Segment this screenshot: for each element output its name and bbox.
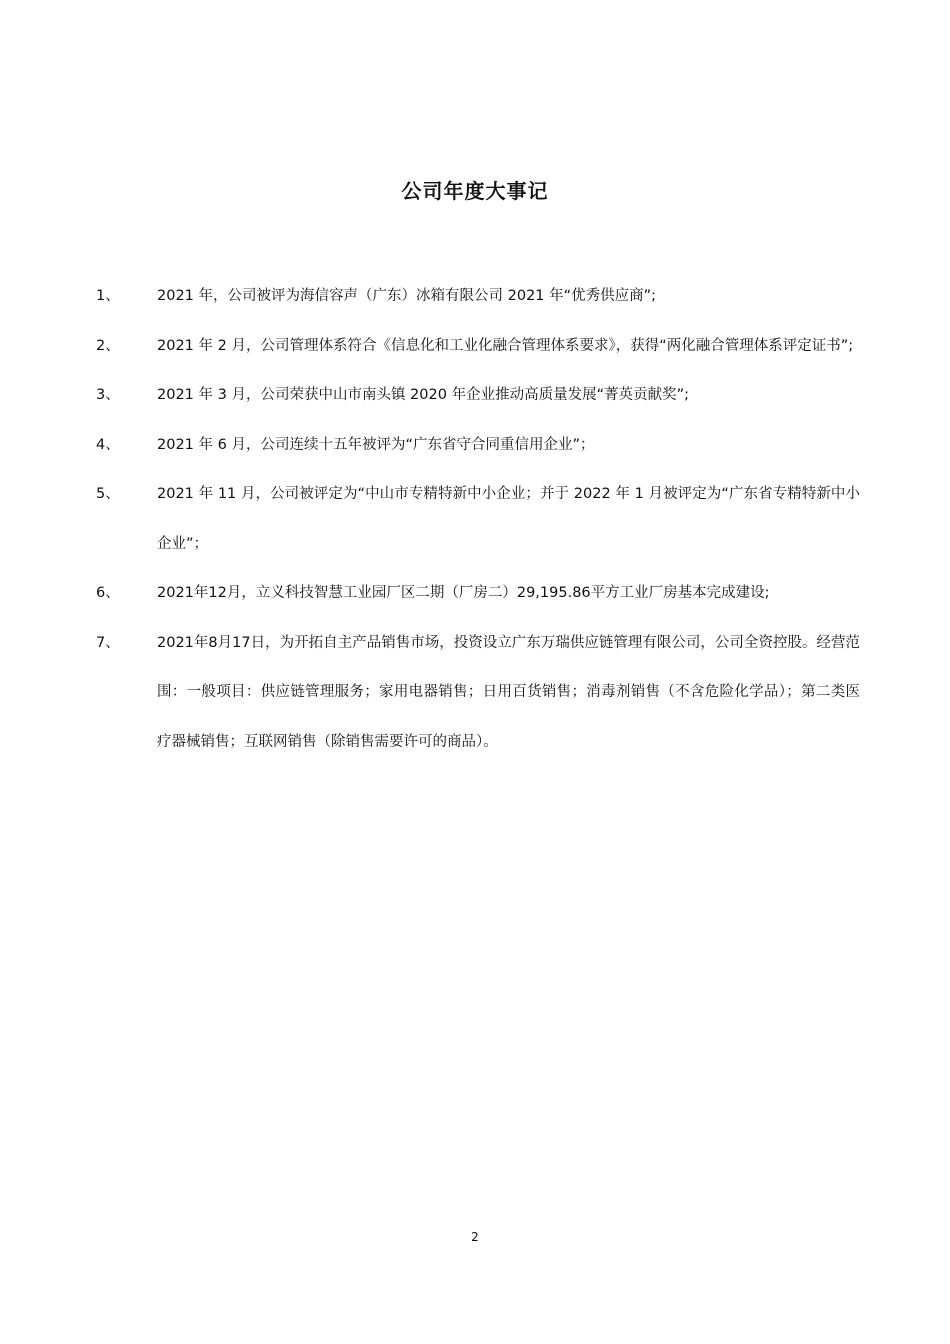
event-number: 5、 xyxy=(96,486,120,502)
event-text: 2021 年，公司被评为海信容声（广东）冰箱有限公司 2021 年“优秀供应商”; xyxy=(157,288,657,304)
event-item xyxy=(96,272,860,322)
event-item xyxy=(96,322,860,372)
page-title: 公司年度大事记 xyxy=(401,179,549,203)
events-list xyxy=(96,272,860,767)
event-text: 2021 年 6 月，公司连续十五年被评为“广东省守合同重信用企业”； xyxy=(157,436,595,453)
event-text: 2021 年 2 月，公司管理体系符合《信息化和工业化融合管理体系要求》，获得“两化融合管理体系评定证书”; xyxy=(157,337,854,354)
event-number: 1、 xyxy=(96,288,120,304)
event-text: 2021 年 3 月，公司荣获中山市南头镇 2020 年企业推动高质量发展“菁英贡献奖”; xyxy=(157,387,689,403)
event-number: 4、 xyxy=(96,436,120,453)
event-number: 3、 xyxy=(96,387,120,403)
page-number: 2 xyxy=(471,1230,479,1244)
event-item xyxy=(96,619,860,768)
event-number: 2、 xyxy=(96,337,120,354)
event-item xyxy=(96,371,860,421)
event-text: 2021年8月17日，为开拓自主产品销售市场，投资设立广东万瑞供应链管理有限公司，公司全资控股。经营范围：一般项目：供应链管理服务；家用电器销售；日用百货销售；消毒剂销售（不含危险化学品）；第二类医疗器械销售；互联网销售（除销售需要许可的商品）。 xyxy=(157,634,860,750)
event-number: 6、 xyxy=(96,585,120,601)
event-item xyxy=(96,470,860,569)
event-item xyxy=(96,569,860,619)
event-text: 2021 年 11 月，公司被评定为“中山市专精特新中小企业；并于 2022 年 1 月被评定为“广东省专精特新中小企业”； xyxy=(157,486,860,552)
event-text: 2021年12月，立义科技智慧工业园厂区二期（厂房二）29,195.86平方工业厂房基本完成建设; xyxy=(157,585,770,601)
event-number: 7、 xyxy=(96,634,120,651)
event-item xyxy=(96,421,860,471)
